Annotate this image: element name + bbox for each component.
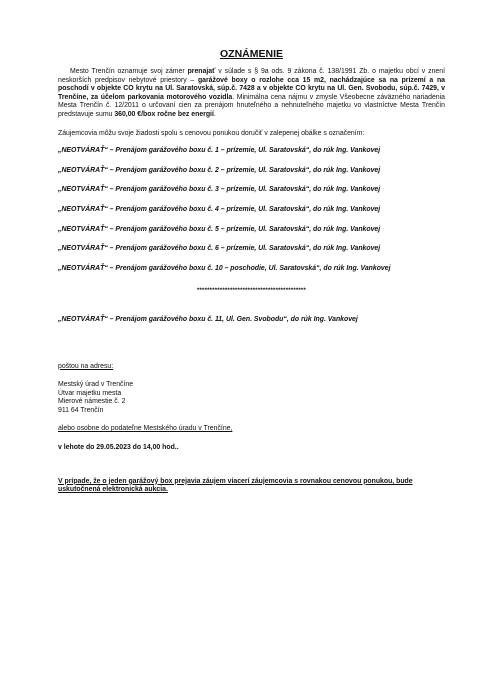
address-block (58, 381, 445, 415)
address-line: Mierové námestie č. 2 (58, 398, 126, 406)
intro-text-4: garážové boxy o rozlohe cca 15 m2, nachádzajúce sa na prízemí a na poschodí v objekte CO krytu na Ul. Saratovská, súp.č. 7428 a v objekte CO krytu na Ul. Gen. Svobodu, súp.č. 7429, v Trenčíne, za účelom parkovania motorového vozidla (58, 76, 445, 101)
separator: ******************************************* (196, 288, 306, 295)
intro-text-6: 360,00 €/box ročne bez energií (114, 110, 214, 118)
post-label: poštou na adresu: (58, 362, 114, 370)
address-line: Útvar majetku mesta (58, 389, 122, 397)
intro-paragraph (58, 68, 445, 120)
envelope-label-2: „NEOTVÁRAŤ“ – Prenájom garážového boxu č. 2 – prízemie, Ul. Saratovská“, do rúk Ing. Vankovej (58, 166, 381, 174)
envelope-label-6: „NEOTVÁRAŤ“ – Prenájom garážového boxu č. 6 – prízemie, Ul. Saratovská“, do rúk Ing. Vankovej (58, 245, 381, 253)
deadline-text: v lehote do 29.05.2023 do 14,00 hod.. (58, 444, 179, 452)
personal-delivery-text: alebo osobne do podateľne Mestského úradu v Trenčíne, (58, 425, 233, 433)
intro-text-7: . (213, 110, 216, 118)
lead-text: Záujemcovia môžu svoje žiadosti spolu s cenovou ponukou doručiť v zalepenej obálke s označením: (58, 129, 365, 137)
address-line: Mestský úrad v Trenčíne (58, 381, 134, 389)
intro-text-2: prenajať (187, 68, 216, 75)
document-title: OZNÁMENIE (220, 48, 283, 60)
envelope-label-10: „NEOTVÁRAŤ“ – Prenájom garážového boxu č. 10 – poschodie, Ul. Saratovská“, do rúk Ing. Vankovej (58, 264, 391, 272)
envelope-label-5: „NEOTVÁRAŤ“ – Prenájom garážového boxu č. 5 – prízemie, Ul. Saratovská“, do rúk Ing. Vankovej (58, 225, 381, 233)
address-line: 911 64 Trenčín (58, 406, 104, 414)
envelope-label-4: „NEOTVÁRAŤ“ – Prenájom garážového boxu č. 4 – prízemie, Ul. Saratovská“, do rúk Ing. Vankovej (58, 205, 381, 213)
envelope-label-11: „NEOTVÁRAŤ“ – Prenájom garážového boxu č. 11, Ul. Gen. Svobodu“, do rúk Ing. Vankovej (58, 315, 358, 323)
envelope-label-1: „NEOTVÁRAŤ“ – Prenájom garážového boxu č. 1 – prízemie, Ul. Saratovská“, do rúk Ing. Vankovej (58, 147, 381, 155)
intro-text-3: v súlade s § 9a ods. 9 zákona č. 138/1991 Zb. o majetku obcí v znení neskorších predpisov nebytové priestory – (58, 68, 445, 84)
intro-text-5: . Minimálna cena nájmu v zmysle Všeobecne záväzného nariadenia Mesta Trenčín č. 12/2011 o určovaní cien za prenájom hnuteľného a nehnuteľného majetku vo vlastníctve Mesta Trenčín predstavuje sumu (58, 93, 445, 118)
auction-note: V prípade, že o jeden garážový box prejavia záujem viacerí záujemcovia s rovnakou cenovou ponukou, bude uskutočnená elektronická aukcia. (58, 477, 413, 494)
envelope-label-3: „NEOTVÁRAŤ“ – Prenájom garážového boxu č. 3 – prízemie, Ul. Saratovská“, do rúk Ing. Vankovej (58, 186, 381, 194)
intro-text-1: Mesto Trenčín oznamuje svoj zámer (70, 68, 188, 75)
